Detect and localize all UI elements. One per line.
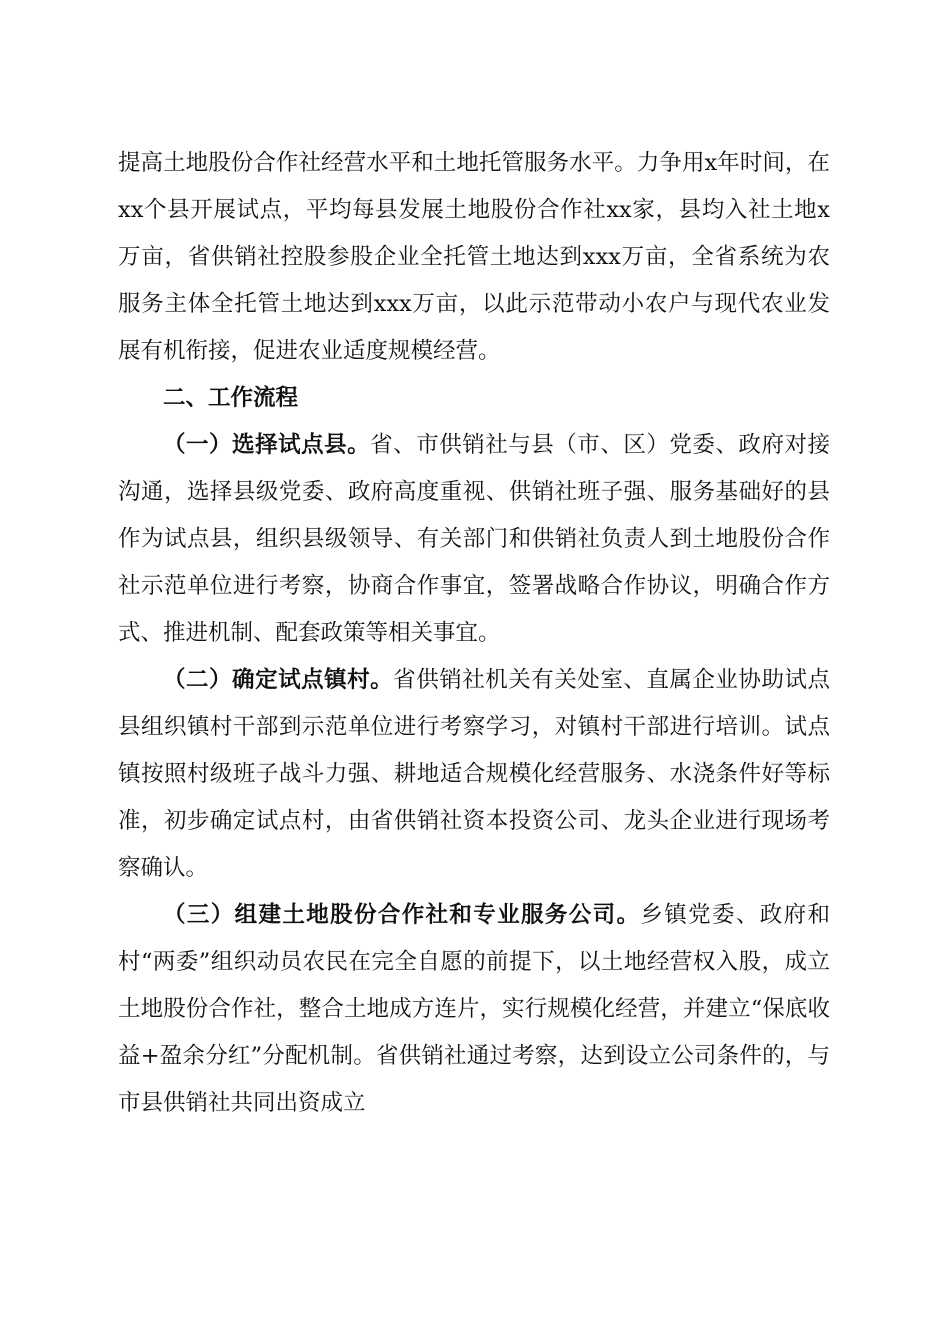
item-text: 省供销社机关有关处室、直属企业协助试点县组织镇村干部到示范单位进行考察学习，对镇村干部进行培训。试点镇按照村级班子战斗力强、耕地适合规模化经营服务、水浇条件好等标准，初步确定试点村，由省供销社资本投资公司、龙头企业进行现场考察确认。 (118, 667, 830, 881)
item-lead: （三）组建土地股份合作社和专业服务公司。 (163, 902, 641, 928)
item-paragraph-3 (118, 892, 830, 1127)
intro-paragraph (118, 140, 830, 375)
item-text: 省、市供销社与县（市、区）党委、政府对接沟通，选择县级党委、政府高度重视、供销社班子强、服务基础好的县作为试点县，组织县级领导、有关部门和供销社负责人到土地股份合作社示范单位进行考察，协商合作事宜，签署战略合作协议，明确合作方式、推进机制、配套政策等相关事宜。 (118, 432, 830, 646)
item-paragraph-1 (118, 422, 830, 657)
item-text: 乡镇党委、政府和村“两委”组织动员农民在完全自愿的前提下，以土地经营权入股，成立土地股份合作社，整合土地成方连片，实行规模化经营，并建立“保底收益+盈余分红”分配机制。省供销社通过考察，达到设立公司条件的，与市县供销社共同出资成立 (118, 902, 830, 1116)
item-paragraph-2 (118, 657, 830, 892)
document-body (118, 140, 830, 1127)
item-lead: （二）确定试点镇村。 (163, 667, 394, 693)
section-heading: 二、工作流程 (163, 385, 299, 411)
item-lead: （一）选择试点县。 (163, 432, 371, 458)
intro-text: 提高土地股份合作社经营水平和土地托管服务水平。力争用x年时间，在xx个县开展试点，平均每县发展土地股份合作社xx家，县均入社土地x万亩，省供销社控股参股企业全托管土地达到xxx万亩，全省系统为农服务主体全托管土地达到xxx万亩，以此示范带动小农户与现代农业发展有机衔接，促进农业适度规模经营。 (118, 150, 830, 364)
